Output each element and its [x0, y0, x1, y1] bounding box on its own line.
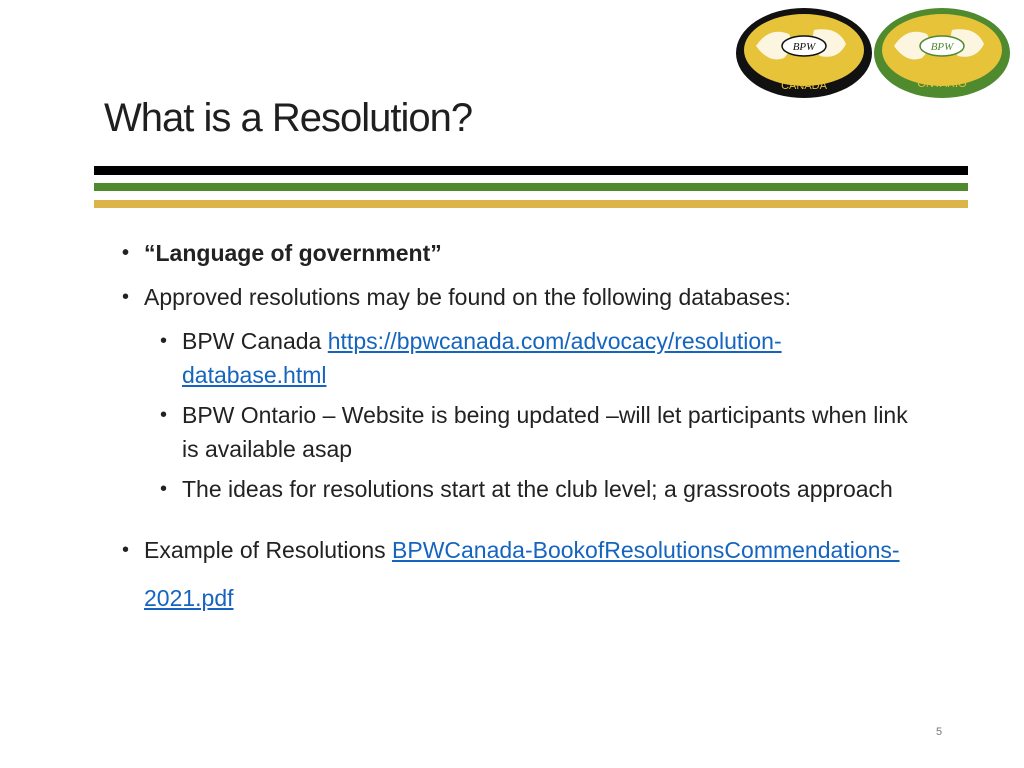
- slide-title: What is a Resolution?: [104, 96, 473, 140]
- bpw-ontario-logo: [874, 8, 1010, 98]
- bullet-text: “Language of government”: [144, 240, 442, 266]
- page-number: 5: [936, 726, 943, 738]
- bullet-prefix: Example of Resolutions: [144, 537, 393, 563]
- bpw-canada-database-link[interactable]: https://bpwcanada.com/advocacy/resolution-database.html: [182, 328, 782, 388]
- sub-bullet-bpw-canada: [160, 324, 922, 392]
- ontario-logo-top-text: BPW: [930, 41, 954, 53]
- black-stripe: [94, 166, 968, 175]
- ontario-logo-bottom-text: ONTARIO: [917, 78, 967, 90]
- canada-logo-bottom-text: CANADA: [781, 80, 827, 92]
- book-of-resolutions-pdf-link[interactable]: BPWCanada-BookofResolutionsCommendations-2021.pdf: [144, 537, 900, 611]
- sub-bullet-text: BPW Ontario – Website is being updated –will let participants when link is available asap: [182, 402, 908, 462]
- bpw-canada-logo: [736, 8, 872, 98]
- bullet-example-resolutions: [122, 526, 922, 622]
- green-stripe: [94, 183, 968, 191]
- sub-bullet-bpw-ontario: [160, 398, 922, 466]
- bullet-text: Approved resolutions may be found on the following databases:: [144, 284, 791, 310]
- logos: [734, 6, 1014, 100]
- canada-logo-top-text: BPW: [792, 41, 816, 53]
- gold-stripe: [94, 200, 968, 208]
- sub-bullet-prefix: BPW Canada: [182, 328, 328, 354]
- bpw-logos: [734, 6, 1014, 100]
- bullet-approved-resolutions: [122, 280, 922, 314]
- sub-bullet-text: The ideas for resolutions start at the club level; a grassroots approach: [182, 476, 893, 502]
- sub-bullet-grassroots: [160, 472, 922, 506]
- bullet-language-of-government: [122, 236, 922, 270]
- bullet-list: [122, 236, 922, 622]
